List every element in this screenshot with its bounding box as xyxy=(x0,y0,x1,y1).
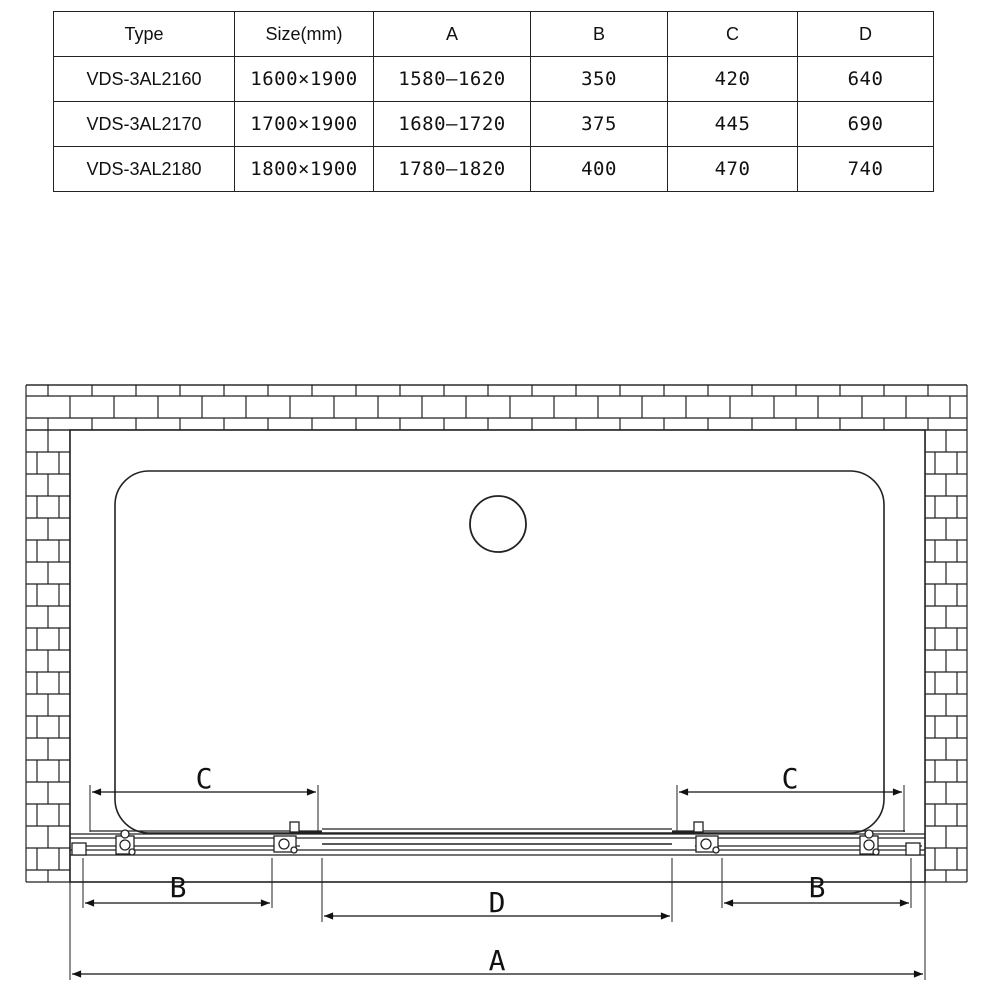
label-d: D xyxy=(488,886,506,919)
label-a: A xyxy=(488,944,506,977)
header-c: C xyxy=(668,12,798,57)
cell-d: 740 xyxy=(798,147,934,192)
label-c-right: C xyxy=(781,762,799,795)
label-c-left: C xyxy=(195,762,213,795)
cell-c: 470 xyxy=(668,147,798,192)
cell-type: VDS-3AL2160 xyxy=(54,57,235,102)
cell-c: 445 xyxy=(668,102,798,147)
shower-enclosure-outline xyxy=(70,430,925,882)
cell-size: 1700×1900 xyxy=(235,102,374,147)
cell-type: VDS-3AL2180 xyxy=(54,147,235,192)
cell-c: 420 xyxy=(668,57,798,102)
cell-a: 1780–1820 xyxy=(374,147,531,192)
cell-a: 1580–1620 xyxy=(374,57,531,102)
label-b-right: B xyxy=(808,871,826,904)
cell-b: 400 xyxy=(531,147,668,192)
header-d: D xyxy=(798,12,934,57)
cell-d: 690 xyxy=(798,102,934,147)
cell-size: 1800×1900 xyxy=(235,147,374,192)
header-type: Type xyxy=(54,12,235,57)
label-b-left: B xyxy=(169,871,187,904)
cell-b: 350 xyxy=(531,57,668,102)
header-b: B xyxy=(531,12,668,57)
cell-b: 375 xyxy=(531,102,668,147)
cell-type: VDS-3AL2170 xyxy=(54,102,235,147)
cell-a: 1680–1720 xyxy=(374,102,531,147)
cell-d: 640 xyxy=(798,57,934,102)
cell-size: 1600×1900 xyxy=(235,57,374,102)
header-size: Size(mm) xyxy=(235,12,374,57)
header-a: A xyxy=(374,12,531,57)
